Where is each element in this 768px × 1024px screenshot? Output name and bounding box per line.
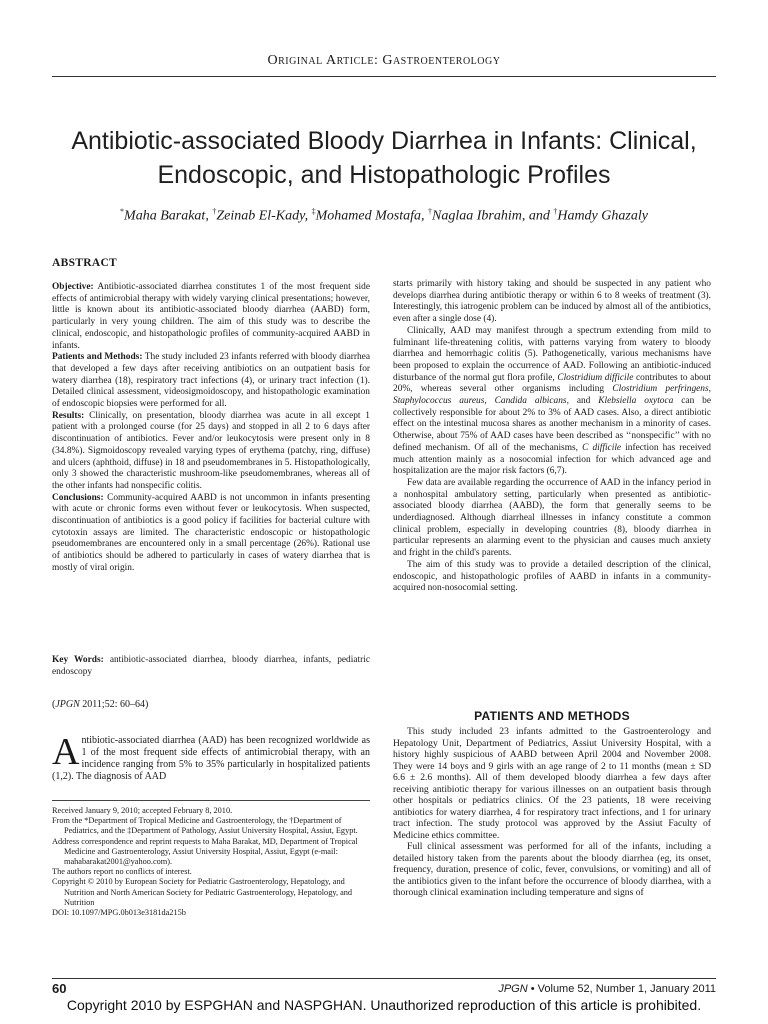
- footnote: Copyright © 2010 by European Society for Pediatric Gastroenterology, Hepatology, and Nutrition and North American Society for Pediatric Gastroenterology, Hepatology, and Nutrition: [52, 877, 353, 907]
- author-name: Hamdy Ghazaly: [557, 208, 648, 224]
- author-name: Naglaa Ibrahim, and: [431, 208, 550, 224]
- organism: C difficile: [582, 442, 622, 453]
- footer-rule: [52, 978, 716, 979]
- label: Objective:: [52, 282, 94, 292]
- label: Key Words:: [52, 655, 104, 665]
- journal-volume: • Volume 52, Number 1, January 2011: [527, 983, 716, 995]
- paragraph: starts primarily with history taking and should be suspected in any patient who develops diarrhea during antibiotic therapy or within 6 to 8 weeks of treatment (3). Interestingly, this iatrogenic problem can be induced by almost all of the antibiotics, even after a single dose (4).: [393, 279, 711, 325]
- label: Patients and Methods:: [52, 352, 143, 363]
- text: Clinically, AAD may manifest through a spectrum extending from mild to fulminant life-threatening colitis, with patterns varying from watery to bloody diarrhea and hemorrhagic colitis (5). Pathogenetically, various mechanisms have been proposed to explain the occurrence of AAD. Following an antibiotic-induced disturbance of the normal gut flora profile,: [393, 325, 711, 383]
- copyright-notice: Copyright 2010 by ESPGHAN and NASPGHAN. Unauthorized reproduction of this article is prohibited.: [66, 997, 702, 1013]
- section-header: Original Article: Gastroenterology: [267, 53, 501, 68]
- text: infection has received much attention mainly as a nosocomial infection for which advanced age and hospitalization are the major risk factors (6,7).: [393, 442, 711, 477]
- author-list: [40, 207, 728, 225]
- abstract-heading: ABSTRACT: [52, 257, 118, 269]
- text: antibiotic-associated diarrhea, bloody diarrhea, infants, pediatric endoscopy: [52, 655, 370, 677]
- text: and: [568, 396, 599, 407]
- paragraph: Full clinical assessment was performed for all of the infants, including a detailed history taken from the parents about the bloody diarrhea (eg, its onset, frequency, duration, presence of colic, fever, convulsions, or vomiting) and all of the antibiotics given to the infant before the occurrence of bloody diarrhea, with a thorough clinical examination including temperature and signs of: [393, 841, 711, 898]
- header-rule: [52, 76, 716, 77]
- journal-abbr: JPGN: [55, 699, 80, 710]
- drop-cap: A: [52, 731, 80, 773]
- page-number: 60: [52, 981, 67, 996]
- author-name: Maha Barakat,: [124, 208, 209, 224]
- text: Clinically, on presentation, bloody diarrhea was acute in all except 1 patient with a prolonged course (for 25 days) and stopped in all 2 to 6 days after discontinuation of antibiotics. Fever and/or leukocytosis were present only in 8 (34.8%). Sigmoidoscopy revealed varying types of erythema (patchy, ring, diffuse) and ulcers (aphthoid, diffuse) in 18 and pseudomembranes in 5. Histopathologically, only 3 showed the characteristic mushroom-like pseudomembranes, whereas all of the other infants had nonspecific colitis.: [52, 410, 370, 491]
- affiliation-mark: *: [120, 207, 125, 216]
- text: The study included 23 infants referred with bloody diarrhea that developed a few days after receiving antibiotics on an outpatient basis for watery diarrhea (18), respiratory tract infections (4), or urinary tract infection (1). Detailed clinical assessment, videosigmoidoscopy, and histopathologic examination of endoscopic biopsies were performed for all.: [52, 352, 370, 410]
- article-title: Antibiotic-associated Bloody Diarrhea in Infants: Clinical, Endoscopic, and Histopathologic Profiles: [71, 127, 697, 189]
- text: can be collectively responsible for about 2% to 3% of AAD cases. Also, a direct antibiotic effect on the intestinal mucosa shares as another mechanism in a minority of cases. Otherwise, about 75% of AAD cases have been described as ‘‘nonspecific’’ with no defined mechanism. Of all of the mechanisms,: [393, 396, 712, 453]
- paragraph: Few data are available regarding the occurrence of AAD in the infancy period in a nonhospital ambulatory setting, particularly when presented as antibiotic-associated bloody diarrhea (AABD), the form that generally seems to be underdiagnosed. Although diarrheal illnesses in infancy constitute a common clinical problem, especially in developing countries (8), bloody diarrhea in particular represents an alarming event to the physician and causes much anxiety and fright in the child's parents.: [393, 477, 711, 559]
- text: contributes to about 20%, whereas several other organisms including: [393, 372, 711, 395]
- organism: Clostridium difficile: [557, 372, 634, 383]
- label: Conclusions:: [52, 492, 104, 503]
- intro-paragraph: [52, 731, 370, 783]
- footnote: Received January 9, 2010; accepted February 8, 2010.: [52, 806, 233, 815]
- affiliation-mark: †: [553, 207, 558, 216]
- footnotes: [52, 806, 370, 918]
- journal-abbr: JPGN: [498, 983, 528, 995]
- abstract-methods: [52, 352, 370, 411]
- abstract-results: [52, 411, 370, 493]
- abstract-body: [52, 282, 370, 575]
- footnote: From the *Department of Tropical Medicine and Gastroenterology, the †Department of Pediatrics, and the ‡Department of Pathology, Assiut University Hospital, Assiut, Egypt.: [52, 816, 358, 836]
- paragraph: The aim of this study was to provide a detailed description of the clinical, endoscopic, and histopathologic profiles of AABD in infants in a community-acquired non-nosocomial setting.: [393, 559, 711, 594]
- footnote: DOI: 10.1097/MPG.0b013e3181da215b: [52, 908, 186, 918]
- affiliation-mark: †: [427, 207, 432, 216]
- right-column-methods: [393, 726, 711, 899]
- label: Results:: [52, 410, 85, 421]
- paragraph: This study included 23 infants admitted to the Gastroenterology and Hepatology Unit, Department of Pediatrics, Assiut University Hospital, with a history highly suspicious of AABD between April 2004 and November 2008. They were 14 boys and 9 girls with an age range of 2 to 11 months (mean ± SD 6.6 ± 2.6 months). All of them developed bloody diarrhea a few days after receiving antibiotic therapy for various illnesses on an outpatient basis through other hospitals or pediatrics clinics. Of the 23 patients, 18 were receiving antibiotics for watery diarrhea, 4 for respiratory tract infections, and 1 for urinary tract infection. The study protocol was approved by the Assiut Faculty of Medicine ethics committee.: [393, 726, 711, 841]
- keywords: [52, 655, 370, 678]
- abstract-objective: [52, 282, 370, 352]
- organism: Clostridium perfringens, Staphylococcus aureus, Candida albicans,: [393, 384, 711, 407]
- section-heading: PATIENTS AND METHODS: [474, 709, 630, 723]
- abstract-conclusions: [52, 493, 370, 575]
- footnote: The authors report no conflicts of interest.: [52, 867, 192, 877]
- affiliation-mark: †: [212, 207, 217, 216]
- organism: Klebsiella oxytoca: [598, 396, 674, 407]
- right-column-intro: [393, 279, 711, 595]
- text: Community-acquired AABD is not uncommon in infants presenting with acute or chronic forms even without fever or leukocytosis. When suspected, discontinuation of antibiotics is a good policy if facilities for bacterial culture with cytotoxin assays are limited. The characteristic endoscopic or histopathologic pseudomembranes are encountered only in a small percentage (26%). Rational use of antibiotics should be adhered to particularly in cases of watery diarrhea that is mostly of viral origin.: [52, 492, 371, 573]
- citation: (JPGN 2011;52: 60–64): [52, 699, 149, 710]
- author-name: Zeinab El-Kady,: [216, 208, 309, 224]
- footnote-rule: [52, 800, 370, 801]
- paragraph: [393, 326, 711, 478]
- affiliation-mark: ‡: [311, 207, 316, 216]
- author-name: Mohamed Mostafa,: [315, 208, 425, 224]
- citation-text: 2011;52: 60–64): [79, 699, 149, 710]
- footnote: Address correspondence and reprint requests to Maha Barakat, MD, Department of Tropical Medicine and Gastroenterology, Assiut University Hospital, Assiut, Egypt (e-mail: mahabarakat2001@yahoo.com).: [52, 836, 358, 867]
- text: Antibiotic-associated diarrhea constitutes 1 of the most frequent side effects of antimicrobial therapy with widely varying clinical presentations; however, little is known about its antibiotic-associated bloody diarrhea (AABD) form, particularly in very young children. The aim of this study was to describe the clinical, endoscopic, and histopathologic profiles of community-acquired AABD in infants.: [52, 282, 371, 351]
- text: ntibiotic-associated diarrhea (AAD) has been recognized worldwide as 1 of the most frequent side effects of antimicrobial therapy, with an incidence ranging from 5% to 35% particularly in hospitalized patients (1,2). The diagnosis of AAD: [52, 735, 370, 782]
- journal-info: [498, 983, 716, 995]
